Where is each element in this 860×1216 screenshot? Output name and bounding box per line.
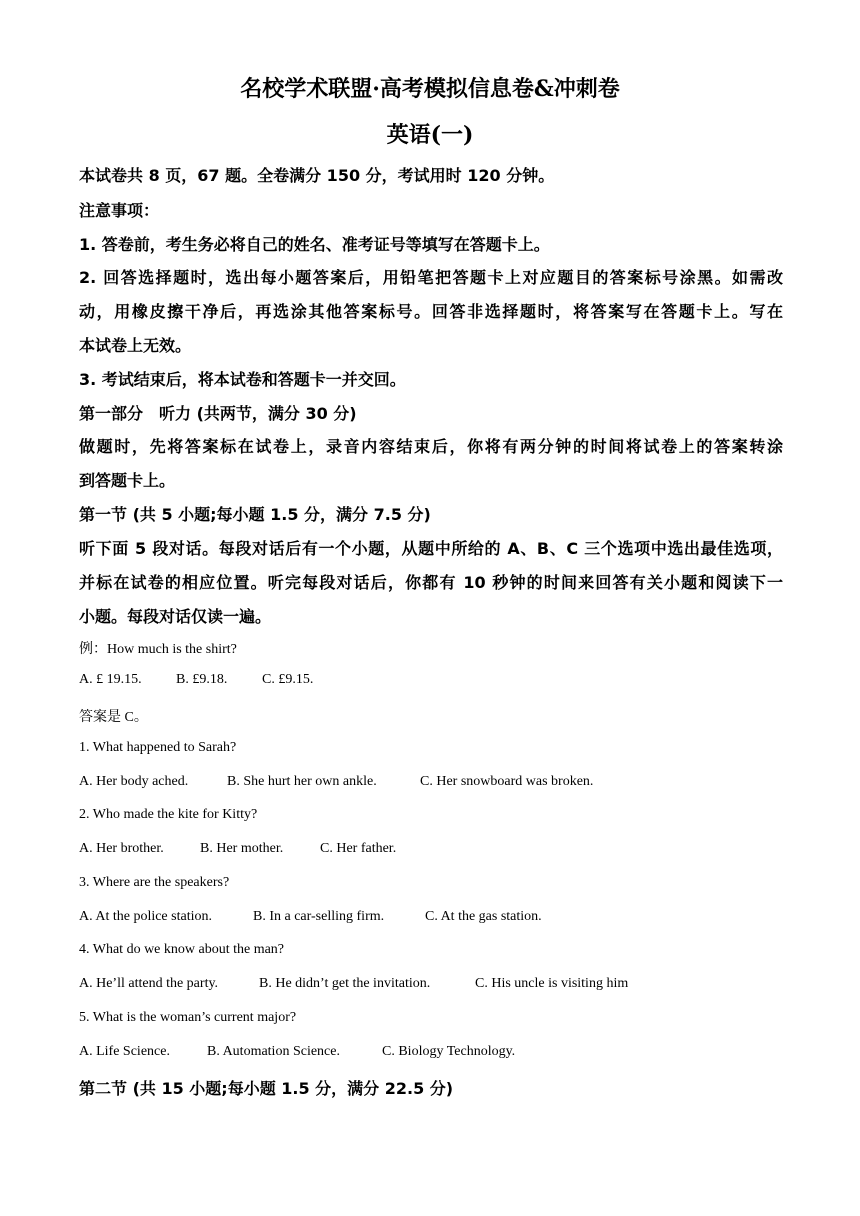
question-4: 4. What do we know about the man?: [79, 942, 285, 957]
question-5-options: [79, 1044, 515, 1060]
option-b: B. In a car-selling firm.: [253, 909, 385, 924]
option-c: C. Her father.: [320, 841, 397, 856]
option-a: A. Her body ached.: [79, 774, 189, 789]
question-2: 2. Who made the kite for Kitty?: [79, 807, 258, 822]
option-b: B. He didn’t get the invitation.: [259, 976, 431, 991]
question-2-options: [79, 841, 396, 857]
section1-instruction-line-2: 并标在试卷的相应位置。听完每段对话后，你都有 10 秒钟的时间来回答有关小题和阅读下一: [79, 573, 783, 592]
option-a: A. He’ll attend the party.: [79, 976, 219, 991]
option-b: B. Her mother.: [200, 841, 284, 856]
option-a: A. Her brother.: [79, 841, 164, 856]
question-5: 5. What is the woman’s current major?: [79, 1010, 297, 1025]
option-c: C. His uncle is visiting him: [475, 976, 629, 991]
notice-item-1: 1. 答卷前，考生务必将自己的姓名、准考证号等填写在答题卡上。: [79, 235, 550, 254]
question-3: 3. Where are the speakers?: [79, 875, 230, 890]
notice-item-2-line-2: 动，用橡皮擦干净后，再选涂其他答案标号。回答非选择题时，将答案写在答题卡上。写在: [79, 302, 783, 321]
example-option-b: B. £9.18.: [176, 672, 228, 687]
option-a: A. At the police station.: [79, 909, 212, 924]
question-4-options: [79, 976, 628, 992]
section1-heading: 第一节 (共 5 小题;每小题 1.5 分，满分 7.5 分): [79, 505, 431, 524]
example-question: 例：How much is the shirt?: [79, 642, 237, 657]
option-b: B. Automation Science.: [207, 1044, 340, 1059]
example-options: [79, 672, 313, 688]
notice-item-2-line-1: 2. 回答选择题时，选出每小题答案后，用铅笔把答题卡上对应题目的答案标号涂黑。如需改: [79, 268, 783, 287]
part1-heading: 第一部分 听力 (共两节，满分 30 分): [79, 404, 357, 423]
intro-line: 本试卷共 8 页，67 题。全卷满分 150 分，考试用时 120 分钟。: [79, 166, 555, 185]
exam-title: 名校学术联盟·高考模拟信息卷&冲刺卷: [240, 76, 620, 102]
question-1-options: [79, 774, 593, 790]
option-c: C. At the gas station.: [425, 909, 542, 924]
example-option-a: A. £ 19.15.: [79, 672, 142, 687]
part1-desc-line-2: 到答题卡上。: [79, 471, 176, 490]
exam-subtitle: 英语(一): [386, 122, 474, 148]
section1-instruction-line-3: 小题。每段对话仅读一遍。: [79, 607, 272, 626]
question-3-options: [79, 909, 542, 925]
option-b: B. She hurt her own ankle.: [227, 774, 377, 789]
option-a: A. Life Science.: [79, 1044, 170, 1059]
example-option-c: C. £9.15.: [262, 672, 314, 687]
option-c: C. Her snowboard was broken.: [420, 774, 594, 789]
option-c: C. Biology Technology.: [382, 1044, 516, 1059]
section1-instruction-line-1: 听下面 5 段对话。每段对话后有一个小题，从题中所给的 A、B、C 三个选项中选出最佳选项，: [79, 539, 783, 558]
notice-item-3: 3. 考试结束后，将本试卷和答题卡一并交回。: [79, 370, 406, 389]
section2-heading: 第二节 (共 15 小题;每小题 1.5 分，满分 22.5 分): [79, 1079, 454, 1098]
notice-title: 注意事项：: [79, 201, 160, 220]
example-answer: 答案是 C。: [79, 710, 148, 725]
notice-item-2-line-3: 本试卷上无效。: [79, 336, 192, 355]
question-1: 1. What happened to Sarah?: [79, 740, 237, 755]
part1-desc-line-1: 做题时，先将答案标在试卷上，录音内容结束后，你将有两分钟的时间将试卷上的答案转涂: [79, 437, 783, 456]
